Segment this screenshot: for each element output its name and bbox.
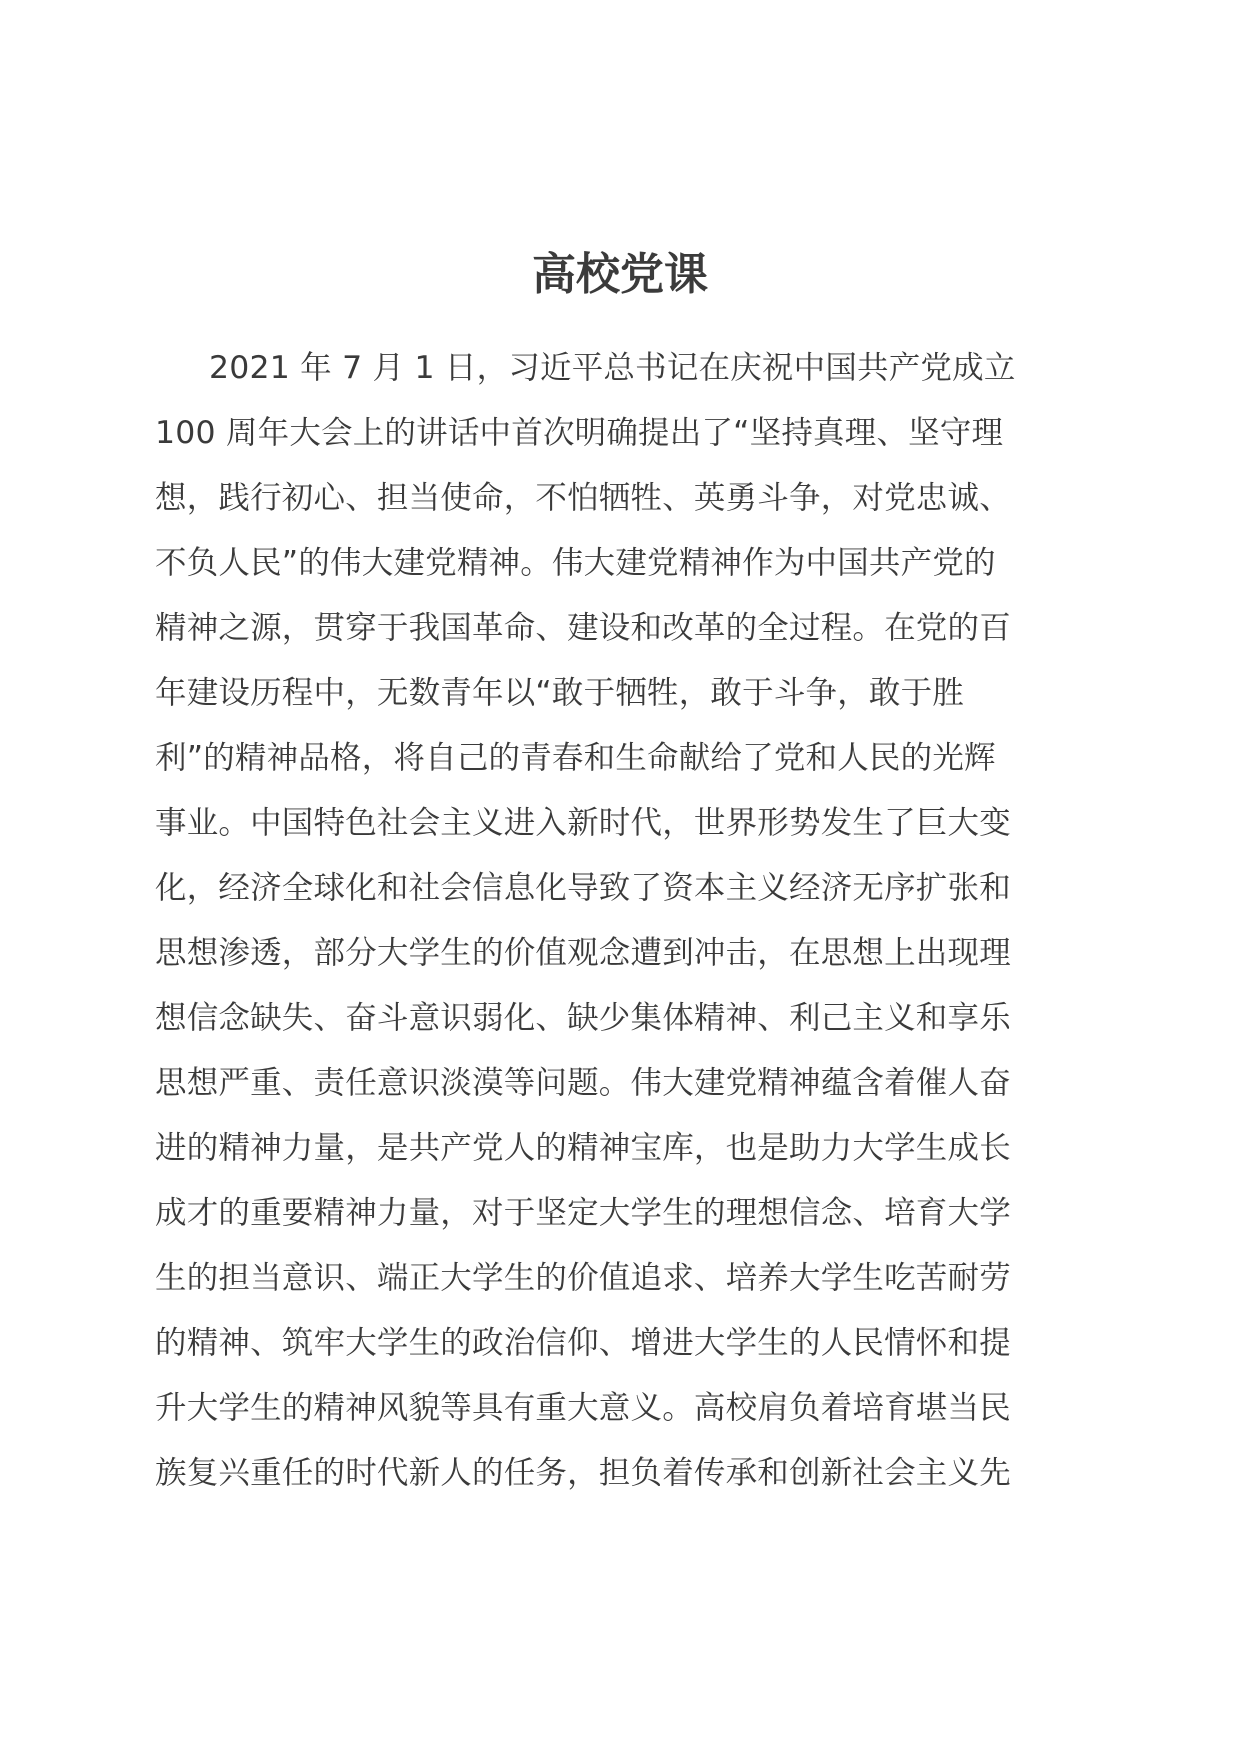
paragraph-line: 化，经济全球化和社会信息化导致了资本主义经济无序扩张和 bbox=[155, 870, 1011, 906]
paragraph-line: 思想渗透，部分大学生的价值观念遭到冲击，在思想上出现理 bbox=[155, 935, 1011, 971]
paragraph-line: 想，践行初心、担当使命，不怕牺牲、英勇斗争，对党忠诚、 bbox=[155, 480, 1011, 516]
paragraph-line: 进的精神力量，是共产党人的精神宝库，也是助力大学生成长 bbox=[155, 1130, 1011, 1166]
paragraph-line: 生的担当意识、端正大学生的价值追求、培养大学生吃苦耐劳 bbox=[155, 1260, 1011, 1296]
paragraph-line: 想信念缺失、奋斗意识弱化、缺少集体精神、利己主义和享乐 bbox=[155, 1000, 1011, 1036]
paragraph-line: 2021 年 7 月 1 日，习近平总书记在庆祝中国共产党成立 bbox=[209, 350, 1016, 386]
paragraph-line: 精神之源，贯穿于我国革命、建设和改革的全过程。在党的百 bbox=[155, 610, 1011, 646]
paragraph-line: 族复兴重任的时代新人的任务，担负着传承和创新社会主义先 bbox=[155, 1455, 1011, 1491]
paragraph-line: 事业。中国特色社会主义进入新时代，世界形势发生了巨大变 bbox=[155, 805, 1011, 841]
paragraph-line: 成才的重要精神力量，对于坚定大学生的理想信念、培育大学 bbox=[155, 1195, 1011, 1231]
paragraph-line: 100 周年大会上的讲话中首次明确提出了“坚持真理、坚守理 bbox=[155, 415, 1004, 451]
paragraph-line: 不负人民”的伟大建党精神。伟大建党精神作为中国共产党的 bbox=[155, 545, 996, 581]
document-title: 高校党课 bbox=[532, 249, 708, 300]
paragraph-line: 思想严重、责任意识淡漠等问题。伟大建党精神蕴含着催人奋 bbox=[155, 1065, 1011, 1101]
document-body bbox=[155, 336, 1065, 1506]
paragraph-line: 利”的精神品格，将自己的青春和生命献给了党和人民的光辉 bbox=[155, 740, 996, 776]
paragraph-line: 年建设历程中，无数青年以“敢于牺牲，敢于斗争，敢于胜 bbox=[155, 675, 965, 711]
paragraph-line: 的精神、筑牢大学生的政治信仰、增进大学生的人民情怀和提 bbox=[155, 1325, 1011, 1361]
paragraph-line: 升大学生的精神风貌等具有重大意义。高校肩负着培育堪当民 bbox=[155, 1390, 1011, 1426]
